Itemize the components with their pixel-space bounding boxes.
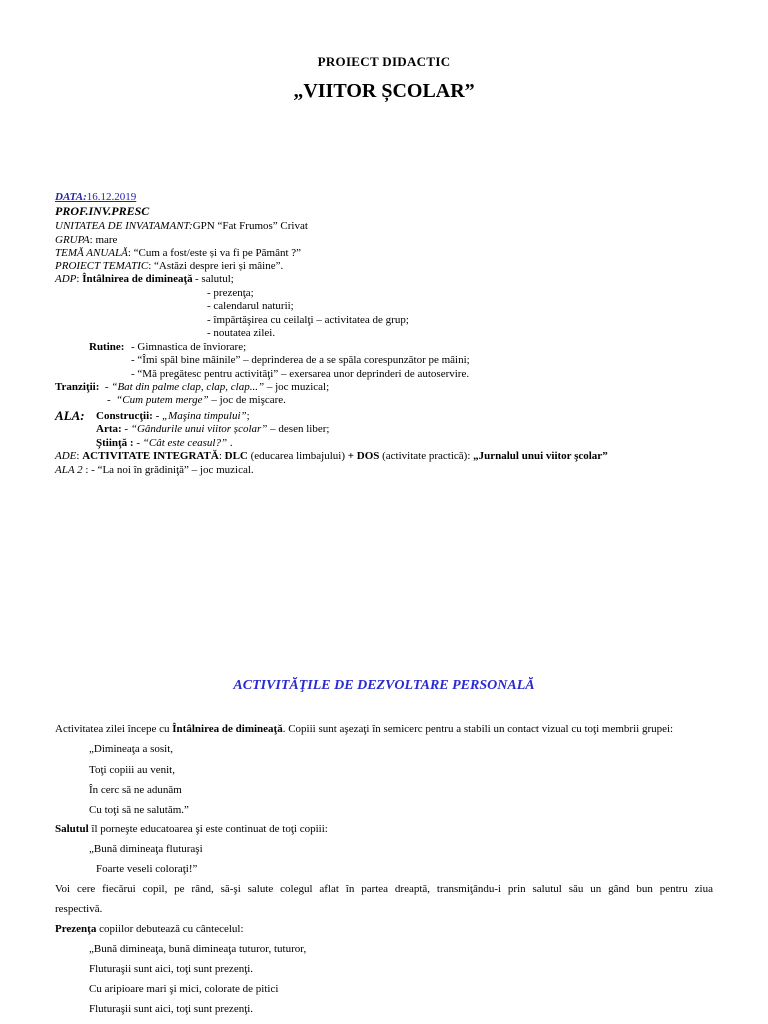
ala2-line: ALA 2 : - “La noi în grădiniţă” – joc muzical.: [55, 464, 254, 476]
section-heading: ACTIVITĂŢILE DE DEZVOLTARE PERSONALĂ: [233, 678, 535, 693]
poem-line: Cu toţi să ne salutăm.”: [89, 804, 189, 816]
poem-line: Cu aripioare mari şi mici, colorate de pitici: [89, 983, 279, 995]
intro-text-rest: . Copiii sunt aşezaţi în semicerc pentru a stabili un contact vizual cu toţi membrii grupei:: [282, 723, 674, 735]
ala-constructii-line: Construcţii: - „Maşina timpului”;: [96, 410, 250, 422]
intro-paragraph: [55, 723, 673, 735]
poem-line: În cerc să ne adunăm: [89, 784, 182, 796]
ade-dos: + DOS: [347, 450, 380, 462]
date-value: 16.12.2019: [86, 191, 137, 203]
stiinta-title: “Cât este ceasul?”: [142, 437, 228, 449]
annual-theme-value: : “Cum a fost/este și va fi pe Pământ ?”: [127, 247, 302, 259]
annual-theme-label: TEMĂ ANUALĂ: [55, 247, 128, 259]
date-label: DATA:: [55, 191, 87, 203]
tranzitii-item2-title: “Cum putem merge”: [116, 394, 209, 406]
arta-desc: – desen liber;: [267, 423, 330, 435]
stiinta-label: Ştiinţă :: [96, 437, 134, 449]
poem-line: „Bună dimineaţa, bună dimineaţa tuturor, tuturor,: [89, 943, 307, 955]
ala-label: ALA:: [55, 408, 85, 423]
tranzitii-item1-desc: – joc muzical;: [264, 381, 330, 393]
tranzitii-label: Tranziţii:: [55, 381, 100, 393]
tranzitii-item2-desc: – joc de mişcare.: [208, 394, 286, 406]
ala2-label: ALA 2: [55, 464, 83, 476]
intro-bold: Întâlnirea de dimineaţă: [172, 723, 283, 735]
ade-dos-desc: (activitate practică):: [379, 450, 474, 462]
ade-dlc: DLC: [224, 450, 248, 462]
project-theme-label: PROIECT TEMATIC: [55, 260, 149, 272]
adp-item: - prezenţa;: [207, 287, 254, 299]
prezenta-text: copiilor debutează cu cântecelul:: [96, 923, 244, 935]
constructii-title: „Maşina timpului”: [162, 410, 247, 422]
prezenta-paragraph: [55, 923, 244, 935]
salutul-text: îl porneşte educatoarea şi este continuat de toţi copiii:: [88, 823, 328, 835]
unit-value: GPN “Fat Frumos” Crivat: [192, 220, 308, 232]
adp-item: - salutul;: [195, 273, 234, 285]
rutine-item: - “Mă pregătesc pentru activităţi” – exersarea unor deprinderi de autoservire.: [131, 368, 470, 380]
ala-stiinta-line: Ştiinţă : - “Cât este ceasul?” .: [96, 437, 233, 449]
ade-title: ACTIVITATE INTEGRATĂ: [82, 450, 219, 462]
rutine-label: Rutine:: [89, 341, 125, 353]
project-theme-line: [55, 260, 283, 274]
unit-label: UNITATEA DE INVATAMANT:: [55, 220, 193, 232]
prof-label: PROF.INV.PRESC: [55, 204, 150, 218]
ade-dlc-desc: (educarea limbajului): [247, 450, 348, 462]
annual-theme-line: [55, 247, 301, 261]
rutine-item: - Gimnastica de înviorare;: [131, 341, 247, 353]
group-label: GRUPA: [55, 234, 90, 246]
poem-line: Fluturaşii sunt aici, toţi sunt prezenţi.: [89, 1003, 254, 1015]
paragraph-line-end: respectivă.: [55, 903, 103, 915]
adp-item: - împărtăşirea cu ceilalţi – activitatea de grup;: [207, 314, 409, 326]
adp-main: Întâlnirea de dimineaţă: [82, 273, 193, 285]
tranzitii-line2: - “Cum putem merge” – joc de mişcare.: [107, 394, 286, 406]
project-theme-value: : “Astăzi despre ieri și mâine”.: [148, 260, 284, 272]
rutine-item: - “Îmi spăl bine mâinile” – deprinderea de a se spăla corespunzător pe mâini;: [131, 354, 470, 366]
date-line: [55, 191, 136, 205]
adp-item: - calendarul naturii;: [207, 300, 294, 312]
intro-text: Activitatea zilei începe cu: [55, 723, 173, 735]
project-name: „VIITOR ȘCOLAR”: [293, 80, 475, 102]
adp-line: [55, 273, 193, 287]
document-title: PROIECT DIDACTIC: [317, 54, 451, 69]
paragraph-line: Voi cere fiecărui copil, pe rând, să-şi salute colegul aflat în partea dreaptă, transmiţându-i prin salutul său un gând bun pentru ziua: [55, 883, 713, 895]
constructii-label: Construcţii:: [96, 410, 153, 422]
arta-title: “Gândurile unui viitor școlar”: [130, 423, 268, 435]
poem-line: „Bună dimineaţa fluturaşi: [89, 843, 203, 855]
tranzitii-item1-title: “Bat din palme clap, clap, clap...”: [111, 381, 265, 393]
prezenta-bold: Prezenţa: [55, 923, 97, 935]
poem-line: „Dimineaţa a sosit,: [89, 743, 174, 755]
ade-theme: „Jurnalul unui viitor şcolar”: [473, 450, 608, 462]
adp-colon: :: [76, 273, 83, 285]
ala2-value: - “La noi în grădiniţă” – joc muzical.: [88, 464, 254, 476]
tranzitii-line: Tranziţii: - “Bat din palme clap, clap, clap...” – joc muzical;: [55, 381, 330, 393]
salutul-paragraph: [55, 823, 328, 835]
group-line: [55, 234, 117, 248]
poem-line: Toţi copiii au venit,: [89, 764, 175, 776]
poem-line: Foarte veseli coloraţi!”: [96, 863, 198, 875]
adp-label: ADP: [55, 273, 77, 285]
group-value: : mare: [89, 234, 118, 246]
ade-label: ADE: [55, 450, 77, 462]
unit-line: [55, 220, 308, 234]
poem-line: Fluturaşii sunt aici, toţi sunt prezenţi.: [89, 963, 254, 975]
ala-arta-line: Arta: - “Gândurile unui viitor școlar” – desen liber;: [96, 423, 330, 435]
salutul-bold: Salutul: [55, 823, 89, 835]
ade-line: ADE: ACTIVITATE INTEGRATĂ: DLC (educarea limbajului) + DOS (activitate practică): „Jurnalul unui viitor şcolar”: [55, 450, 608, 462]
adp-item: - noutatea zilei.: [207, 327, 276, 339]
arta-label: Arta:: [96, 423, 122, 435]
